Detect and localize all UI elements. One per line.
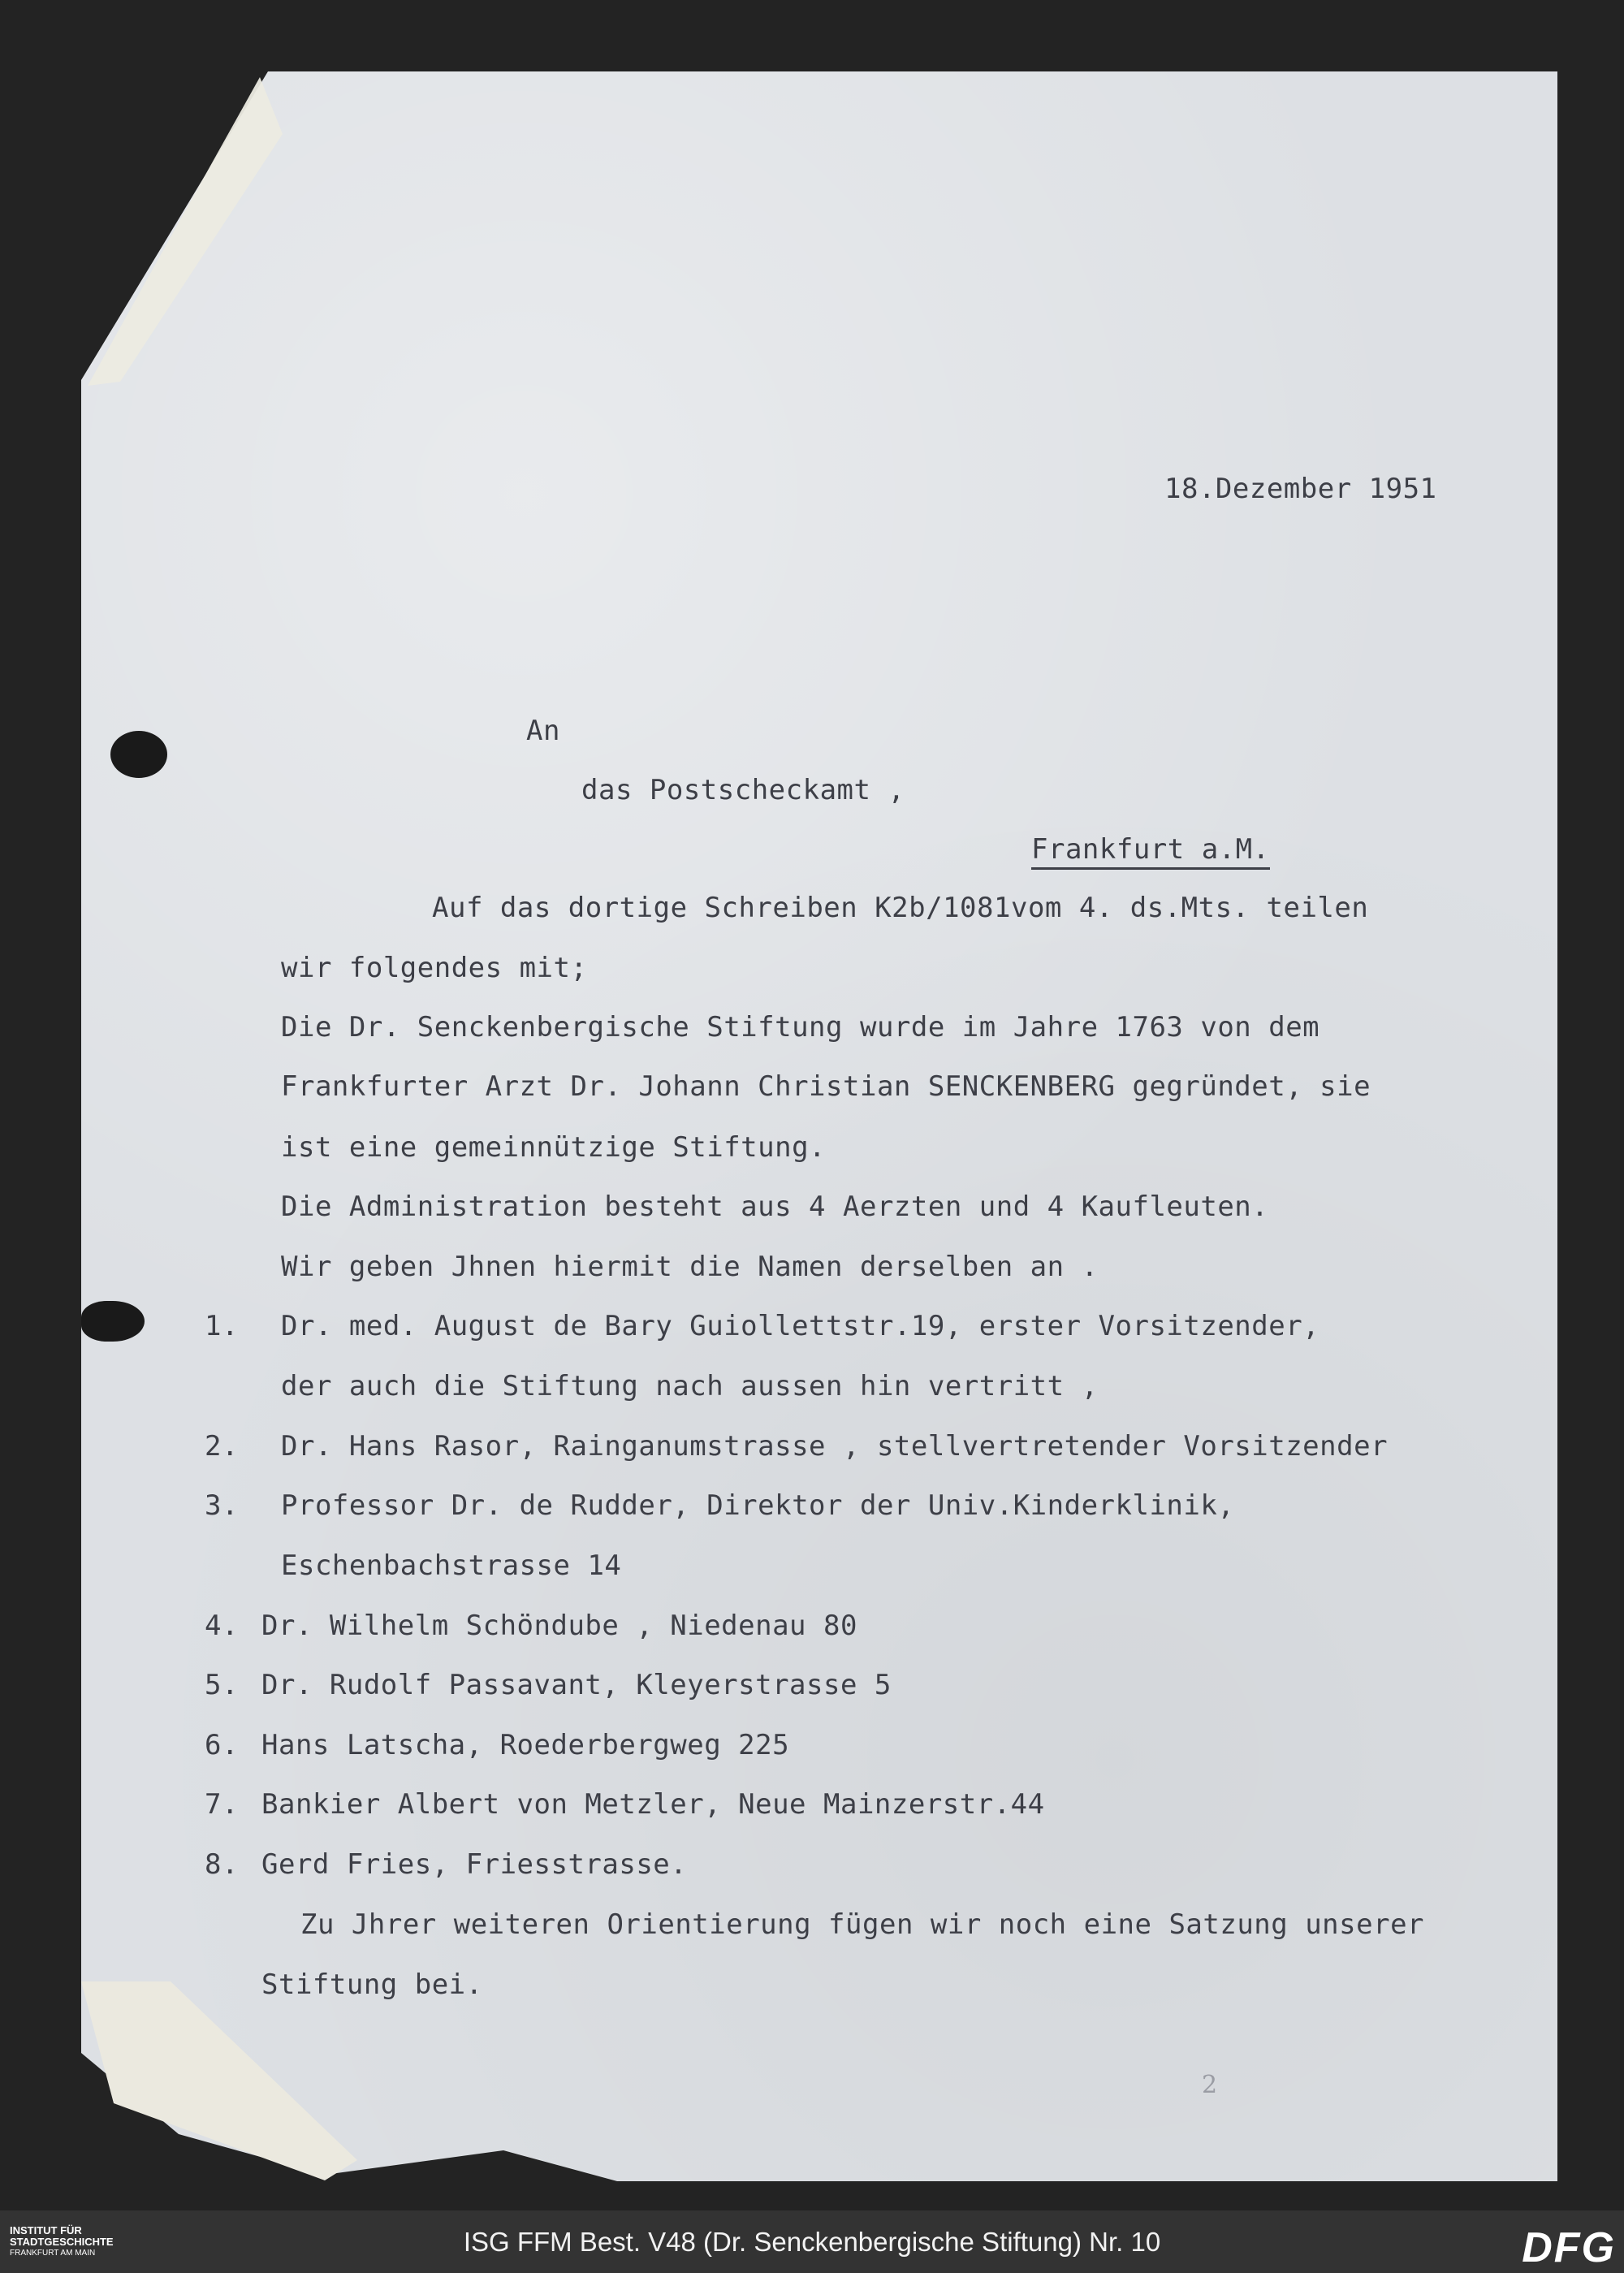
member-entry: Hans Latscha, Roederbergweg 225 bbox=[261, 1729, 790, 1761]
institute-line-3: FRANKFURT AM MAIN bbox=[10, 2249, 96, 2258]
body-line-6: Die Administration besteht aus 4 Aerzten und 4 Kaufleuten. bbox=[281, 1191, 1269, 1223]
letter-salutation: An bbox=[526, 715, 560, 747]
member-entry: Professor Dr. de Rudder, Direktor der Univ.Kinderklinik, bbox=[281, 1489, 1235, 1522]
body-line-3: Die Dr. Senckenbergische Stiftung wurde im Jahre 1763 von dem bbox=[281, 1011, 1320, 1044]
pencil-page-number: 2 bbox=[1202, 2071, 1218, 2099]
body-line-7: Wir geben Jhnen hiermit die Namen derselben an . bbox=[281, 1251, 1099, 1283]
member-entry: Gerd Fries, Friesstrasse. bbox=[261, 1848, 688, 1881]
body-line-4: Frankfurter Arzt Dr. Johann Christian SENCKENBERG gegründet, sie bbox=[281, 1070, 1371, 1103]
dfg-logo: DFG bbox=[1522, 2224, 1616, 2271]
body-line-5: ist eine gemeinnützige Stiftung. bbox=[281, 1131, 827, 1164]
member-entry: Dr. Rudolf Passavant, Kleyerstrasse 5 bbox=[261, 1669, 892, 1701]
body-line-2: wir folgendes mit; bbox=[281, 952, 588, 984]
punch-hole-upper bbox=[110, 731, 167, 778]
member-number: 4. bbox=[205, 1610, 239, 1642]
archive-caption: ISG FFM Best. V48 (Dr. Senckenbergische Stiftung) Nr. 10 bbox=[463, 2227, 1161, 2257]
member-number: 1. bbox=[205, 1310, 239, 1342]
member-entry: Dr. Hans Rasor, Rainganumstrasse , stellvertretender Vorsitzender bbox=[281, 1430, 1389, 1463]
member-number: 3. bbox=[205, 1489, 239, 1522]
punch-hole-lower bbox=[81, 1301, 145, 1342]
member-entry: Dr. Wilhelm Schöndube , Niedenau 80 bbox=[261, 1610, 857, 1642]
member-number: 2. bbox=[205, 1430, 239, 1463]
member-number: 6. bbox=[205, 1729, 239, 1761]
member-entry: Bankier Albert von Metzler, Neue Mainzerstr.44 bbox=[261, 1788, 1045, 1821]
member-entry: Dr. med. August de Bary Guiollettstr.19, erster Vorsitzender, bbox=[281, 1310, 1320, 1342]
institute-line-2: STADTGESCHICHTE bbox=[10, 2236, 114, 2248]
closing-line-2: Stiftung bei. bbox=[261, 1968, 483, 2001]
member-entry: Eschenbachstrasse 14 bbox=[281, 1549, 622, 1582]
member-number: 7. bbox=[205, 1788, 239, 1821]
letter-recipient: das Postscheckamt , bbox=[581, 774, 905, 806]
archive-footer bbox=[0, 2210, 1624, 2273]
member-number: 8. bbox=[205, 1848, 239, 1881]
closing-line-1: Zu Jhrer weiteren Orientierung fügen wir noch eine Satzung unserer bbox=[300, 1908, 1425, 1941]
institute-line-1: INSTITUT FÜR bbox=[10, 2224, 82, 2236]
letter-city: Frankfurt a.M. bbox=[1031, 833, 1270, 870]
member-number: 5. bbox=[205, 1669, 239, 1701]
member-entry: der auch die Stiftung nach aussen hin vertritt , bbox=[281, 1370, 1099, 1402]
letter-date: 18.Dezember 1951 bbox=[1164, 473, 1437, 505]
body-line-1: Auf das dortige Schreiben K2b/1081vom 4. ds.Mts. teilen bbox=[432, 892, 1369, 924]
